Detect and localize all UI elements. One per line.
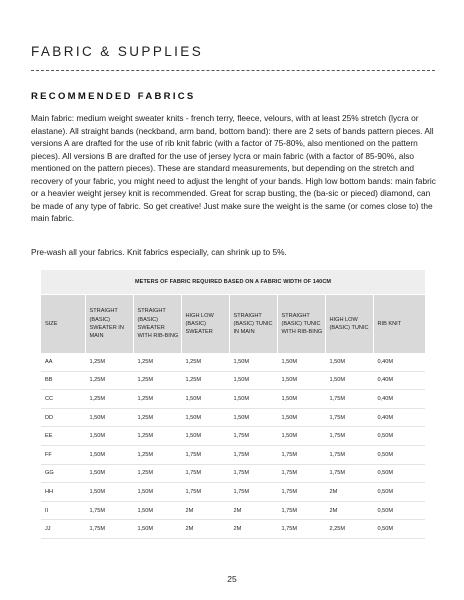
fabric-amount-cell: 1,25M — [85, 390, 133, 409]
column-header: STRAIGHT (BASIC) SWEATER IN MAIN — [85, 295, 133, 354]
fabric-amount-cell: 2M — [181, 520, 229, 539]
table-row — [41, 427, 425, 446]
title-divider — [31, 70, 435, 71]
table-row — [41, 371, 425, 390]
fabric-amount-cell: 0,40M — [373, 371, 425, 390]
prewash-note: Pre-wash all your fabrics. Knit fabrics especially, can shrink up to 5%. — [31, 247, 287, 257]
fabric-amount-cell: 0,50M — [373, 445, 425, 464]
fabric-amount-cell: 2M — [229, 520, 277, 539]
fabric-amount-cell: 1,25M — [85, 353, 133, 371]
fabric-amount-cell: 1,75M — [229, 464, 277, 483]
fabric-amount-cell: 1,50M — [325, 371, 373, 390]
fabric-amount-cell: 1,75M — [85, 520, 133, 539]
page-number: 25 — [227, 574, 237, 584]
fabric-amount-cell: 1,25M — [85, 371, 133, 390]
column-header: STRAIGHT (BASIC) SWEATER WITH RIB-BING — [133, 295, 181, 354]
fabric-amount-cell: 1,50M — [85, 464, 133, 483]
fabric-description-paragraph: Main fabric: medium weight sweater knits - french terry, fleece, velours, with at least 25% stretch (lycra or elastane). All straight bands (neckband, arm band, bottom band): there are 2 sets of bands pattern pieces. All versions A are drafted for the use of rib knit fabric (with a factor of 75-80%, also mentioned on the pattern pieces). All versions B are drafted for the use of jersey lycra or main fabric (with a factor of 85-90%, also mentioned on the pattern pieces). These are standard measurements, but depending on the stretch and recovery of your fabric, you might need to adjust the lenght of your bands. High low bottom bands: main fabric or a heavier weight jersey knit is recommended. Great for scrap busting, the (ba-sic or pieced) diamond, can be made of any type of fabric. So get creative! Just make sure the weight is the same (or comes close to) the main fabric. — [31, 113, 436, 224]
fabric-amount-cell: 1,25M — [133, 445, 181, 464]
table-row — [41, 408, 425, 427]
fabric-amount-cell: 1,75M — [325, 390, 373, 409]
column-header: SIZE — [41, 295, 85, 354]
fabric-amount-cell: 1,50M — [229, 408, 277, 427]
size-cell: AA — [41, 353, 85, 371]
fabric-amount-cell: 1,50M — [85, 427, 133, 446]
fabric-amount-cell: 2M — [181, 501, 229, 520]
fabric-amount-cell: 1,75M — [325, 464, 373, 483]
table-header-row — [41, 295, 425, 354]
fabric-amount-cell: 1,75M — [325, 427, 373, 446]
fabric-amount-cell: 1,75M — [277, 483, 325, 502]
size-cell: CC — [41, 390, 85, 409]
fabric-amount-cell: 1,75M — [181, 483, 229, 502]
fabric-amount-cell: 1,50M — [277, 427, 325, 446]
fabric-amount-cell: 2M — [229, 501, 277, 520]
size-cell: FF — [41, 445, 85, 464]
size-cell: II — [41, 501, 85, 520]
fabric-amount-cell: 1,50M — [229, 371, 277, 390]
fabric-amount-cell: 0,40M — [373, 353, 425, 371]
fabric-amount-cell: 2M — [325, 483, 373, 502]
fabric-amount-cell: 1,25M — [133, 408, 181, 427]
fabric-amount-cell: 1,75M — [277, 464, 325, 483]
page-title: FABRIC & SUPPLIES — [31, 44, 204, 59]
column-header: HIGH LOW (BASIC) SWEATER — [181, 295, 229, 354]
table-caption-row — [41, 270, 425, 295]
size-cell: GG — [41, 464, 85, 483]
fabric-amount-cell: 1,50M — [277, 353, 325, 371]
table-caption: METERS OF FABRIC REQUIRED BASED ON A FABRIC WIDTH OF 140CM — [41, 270, 425, 295]
column-header: RIB KNIT — [373, 295, 425, 354]
fabric-amount-cell: 1,75M — [277, 520, 325, 539]
fabric-amount-cell: 1,50M — [277, 371, 325, 390]
fabric-amount-cell: 0,50M — [373, 501, 425, 520]
fabric-amount-cell: 1,50M — [133, 501, 181, 520]
fabric-requirements-table — [41, 270, 425, 539]
section-heading: RECOMMENDED FABRICS — [31, 91, 196, 102]
fabric-amount-cell: 1,50M — [277, 390, 325, 409]
fabric-amount-cell: 2M — [325, 501, 373, 520]
fabric-amount-cell: 1,50M — [133, 520, 181, 539]
fabric-amount-cell: 1,75M — [181, 445, 229, 464]
table-row — [41, 483, 425, 502]
fabric-amount-cell: 2,25M — [325, 520, 373, 539]
fabric-amount-cell: 1,75M — [229, 483, 277, 502]
fabric-amount-cell: 0,50M — [373, 520, 425, 539]
fabric-amount-cell: 1,50M — [229, 390, 277, 409]
fabric-amount-cell: 0,50M — [373, 464, 425, 483]
fabric-amount-cell: 1,25M — [133, 371, 181, 390]
table-row — [41, 501, 425, 520]
table-row — [41, 520, 425, 539]
fabric-amount-cell: 1,50M — [85, 445, 133, 464]
fabric-amount-cell: 1,75M — [325, 445, 373, 464]
size-cell: HH — [41, 483, 85, 502]
column-header: STRAIGHT (BASIC) TUNIC IN MAIN — [229, 295, 277, 354]
fabric-amount-cell: 1,75M — [277, 501, 325, 520]
fabric-amount-cell: 1,50M — [325, 353, 373, 371]
table-row — [41, 464, 425, 483]
fabric-amount-cell: 0,40M — [373, 390, 425, 409]
fabric-amount-cell: 0,40M — [373, 408, 425, 427]
fabric-amount-cell: 1,50M — [229, 353, 277, 371]
column-header: STRAIGHT (BASIC) TUNIC WITH RIB-BING — [277, 295, 325, 354]
fabric-amount-cell: 1,25M — [133, 464, 181, 483]
fabric-amount-cell: 0,50M — [373, 483, 425, 502]
table-row — [41, 445, 425, 464]
fabric-amount-cell: 1,50M — [85, 408, 133, 427]
size-cell: JJ — [41, 520, 85, 539]
fabric-amount-cell: 0,50M — [373, 427, 425, 446]
fabric-amount-cell: 1,75M — [85, 501, 133, 520]
size-cell: EE — [41, 427, 85, 446]
fabric-amount-cell: 1,25M — [133, 353, 181, 371]
fabric-amount-cell: 1,50M — [133, 483, 181, 502]
table-body — [41, 353, 425, 538]
fabric-amount-cell: 1,50M — [277, 408, 325, 427]
column-header: HIGH LOW (BASIC) TUNIC — [325, 295, 373, 354]
table-row — [41, 353, 425, 371]
size-cell: DD — [41, 408, 85, 427]
fabric-amount-cell: 1,75M — [325, 408, 373, 427]
fabric-amount-cell: 1,25M — [181, 371, 229, 390]
fabric-amount-cell: 1,75M — [277, 445, 325, 464]
table-row — [41, 390, 425, 409]
fabric-amount-cell: 1,50M — [181, 408, 229, 427]
fabric-amount-cell: 1,50M — [181, 390, 229, 409]
fabric-amount-cell: 1,25M — [181, 353, 229, 371]
size-cell: BB — [41, 371, 85, 390]
fabric-amount-cell: 1,75M — [229, 427, 277, 446]
fabric-amount-cell: 1,75M — [229, 445, 277, 464]
fabric-amount-cell: 1,50M — [85, 483, 133, 502]
fabric-amount-cell: 1,50M — [181, 427, 229, 446]
fabric-amount-cell: 1,25M — [133, 390, 181, 409]
fabric-amount-cell: 1,25M — [133, 427, 181, 446]
fabric-amount-cell: 1,75M — [181, 464, 229, 483]
